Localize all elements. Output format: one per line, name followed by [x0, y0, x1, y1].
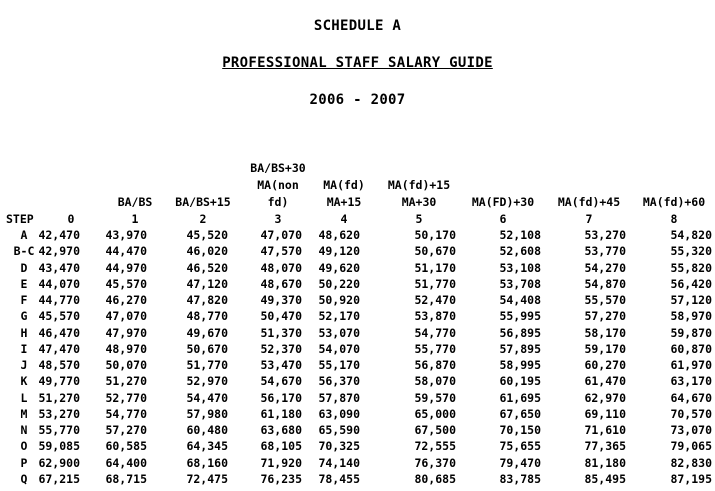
salary-cell: 45,570 [105, 276, 147, 291]
salary-cell: 58,970 [670, 309, 712, 324]
column-header-3: fd) [267, 195, 289, 209]
salary-cell: 47,970 [105, 325, 147, 340]
salary-cell: 51,270 [105, 374, 147, 389]
salary-cell: 54,770 [105, 406, 147, 421]
salary-cell: 68,160 [186, 455, 228, 470]
column-header-4: MA+15 [326, 195, 362, 209]
document-years: 2006 - 2007 [309, 92, 406, 108]
salary-cell: 83,785 [499, 471, 541, 486]
salary-cell: 53,470 [260, 358, 302, 372]
salary-cell: 52,770 [105, 390, 147, 405]
salary-cell: 74,140 [318, 455, 360, 470]
column-header-4: MA(fd) [323, 178, 365, 192]
salary-cell: 60,195 [499, 374, 541, 389]
salary-cell: 47,070 [260, 228, 302, 242]
salary-cell: 42,470 [38, 228, 80, 242]
salary-cell: 60,870 [670, 341, 712, 356]
row-step-label: K [20, 374, 28, 389]
salary-cell: 49,770 [38, 374, 80, 389]
salary-cell: 56,170 [260, 390, 302, 405]
salary-cell: 59,170 [584, 341, 626, 356]
salary-cell: 46,020 [186, 244, 228, 259]
salary-cell: 50,220 [318, 276, 360, 291]
column-index-7: 7 [585, 212, 593, 226]
salary-cell: 82,830 [670, 455, 712, 470]
column-header-5: MA+30 [401, 195, 437, 209]
salary-cell: 58,995 [499, 358, 541, 372]
salary-cell: 52,970 [186, 374, 228, 389]
salary-cell: 52,608 [499, 244, 541, 259]
salary-cell: 59,570 [414, 390, 456, 405]
salary-cell: 48,670 [260, 276, 302, 291]
row-step-label: O [20, 439, 28, 454]
salary-cell: 64,345 [186, 439, 228, 454]
salary-cell: 52,170 [318, 309, 360, 324]
salary-cell: 52,108 [499, 228, 541, 242]
row-step-label: H [20, 325, 28, 340]
salary-cell: 45,570 [38, 309, 80, 324]
row-step-label: A [20, 228, 28, 242]
salary-cell: 57,270 [105, 423, 147, 437]
column-header-3: MA(non [257, 178, 299, 192]
salary-cell: 47,070 [105, 309, 147, 324]
column-index-0: 0 [67, 212, 75, 226]
salary-cell: 67,500 [414, 423, 456, 437]
salary-cell: 53,108 [499, 260, 541, 275]
salary-cell: 55,170 [318, 358, 360, 372]
salary-cell: 67,215 [38, 471, 80, 486]
column-index-4: 4 [340, 212, 348, 226]
salary-cell: 87,195 [670, 471, 712, 486]
salary-cell: 57,270 [584, 309, 626, 324]
salary-cell: 51,370 [260, 325, 302, 340]
salary-cell: 60,270 [584, 358, 626, 372]
row-step-label: F [20, 293, 28, 307]
salary-cell: 79,470 [499, 455, 541, 470]
salary-cell: 49,620 [318, 260, 360, 275]
salary-cell: 61,470 [584, 374, 626, 389]
salary-cell: 49,370 [260, 293, 302, 307]
salary-cell: 68,715 [105, 471, 147, 486]
salary-cell: 77,365 [584, 439, 626, 454]
salary-cell: 44,470 [105, 244, 147, 259]
column-index-3: 3 [274, 212, 282, 226]
salary-cell: 64,400 [105, 455, 147, 470]
salary-cell: 72,555 [414, 439, 456, 454]
salary-cell: 62,900 [38, 455, 80, 470]
row-step-label: M [20, 406, 28, 421]
row-step-label: N [20, 423, 28, 437]
salary-cell: 47,120 [186, 276, 228, 291]
row-step-label: D [20, 260, 28, 275]
salary-cell: 53,708 [499, 276, 541, 291]
salary-cell: 51,770 [414, 276, 456, 291]
salary-cell: 54,470 [186, 390, 228, 405]
salary-cell: 73,070 [670, 423, 712, 437]
salary-cell: 45,520 [186, 228, 228, 242]
salary-cell: 47,820 [186, 293, 228, 307]
salary-cell: 53,770 [584, 244, 626, 259]
salary-cell: 55,820 [670, 260, 712, 275]
salary-cell: 56,870 [414, 358, 456, 372]
salary-cell: 44,970 [105, 260, 147, 275]
salary-cell: 62,970 [584, 390, 626, 405]
salary-cell: 47,470 [38, 341, 80, 356]
column-index-8: 8 [670, 212, 678, 226]
salary-cell: 54,408 [499, 293, 541, 307]
salary-cell: 76,235 [260, 471, 302, 486]
salary-cell: 57,120 [670, 293, 712, 307]
salary-cell: 48,070 [260, 260, 302, 275]
salary-cell: 46,270 [105, 293, 147, 307]
salary-cell: 55,770 [414, 341, 456, 356]
salary-cell: 67,650 [499, 406, 541, 421]
salary-cell: 50,670 [414, 244, 456, 259]
salary-cell: 56,370 [318, 374, 360, 389]
salary-cell: 76,370 [414, 455, 456, 470]
salary-cell: 53,270 [38, 406, 80, 421]
salary-cell: 68,105 [260, 439, 302, 454]
salary-cell: 58,170 [584, 325, 626, 340]
row-step-label: J [20, 358, 28, 372]
salary-cell: 55,995 [499, 309, 541, 324]
salary-cell: 61,970 [670, 358, 712, 372]
salary-cell: 71,920 [260, 455, 302, 470]
salary-cell: 65,000 [414, 406, 456, 421]
salary-cell: 50,920 [318, 293, 360, 307]
column-header-6: MA(FD)+30 [471, 195, 535, 209]
document-subtitle: PROFESSIONAL STAFF SALARY GUIDE [222, 55, 493, 71]
salary-cell: 50,070 [105, 358, 147, 372]
salary-cell: 55,770 [38, 423, 80, 437]
salary-cell: 54,770 [414, 325, 456, 340]
salary-cell: 51,270 [38, 390, 80, 405]
salary-cell: 63,090 [318, 406, 360, 421]
salary-cell: 48,570 [38, 358, 80, 372]
salary-cell: 61,180 [260, 406, 302, 421]
salary-cell: 60,585 [105, 439, 147, 454]
salary-cell: 47,570 [260, 244, 302, 259]
salary-cell: 51,770 [186, 358, 228, 372]
salary-cell: 69,110 [584, 406, 626, 421]
salary-cell: 50,470 [260, 309, 302, 324]
step-column-label: STEP [6, 212, 34, 226]
row-step-label: E [20, 276, 28, 291]
row-step-label: G [20, 309, 28, 324]
salary-cell: 49,670 [186, 325, 228, 340]
salary-cell: 50,170 [414, 228, 456, 242]
salary-cell: 43,970 [105, 228, 147, 242]
document-title: SCHEDULE A [313, 18, 402, 34]
salary-cell: 56,895 [499, 325, 541, 340]
column-header-7: MA(fd)+45 [557, 195, 621, 209]
column-index-6: 6 [499, 212, 507, 226]
salary-cell: 55,570 [584, 293, 626, 307]
salary-cell: 75,655 [499, 439, 541, 454]
row-step-label: B-C [13, 244, 35, 259]
row-step-label: L [20, 390, 28, 405]
salary-cell: 71,610 [584, 423, 626, 437]
salary-cell: 63,680 [260, 423, 302, 437]
row-step-label: Q [20, 471, 28, 486]
salary-cell: 59,870 [670, 325, 712, 340]
salary-cell: 50,670 [186, 341, 228, 356]
salary-cell: 42,970 [38, 244, 80, 259]
salary-cell: 85,495 [584, 471, 626, 486]
salary-cell: 53,070 [318, 325, 360, 340]
salary-cell: 44,070 [38, 276, 80, 291]
column-header-3: BA/BS+30 [250, 161, 306, 175]
salary-cell: 80,685 [414, 471, 456, 486]
salary-cell: 65,590 [318, 423, 360, 437]
salary-cell: 72,475 [186, 471, 228, 486]
salary-cell: 56,420 [670, 276, 712, 291]
row-step-label: P [20, 455, 28, 470]
salary-cell: 60,480 [186, 423, 228, 437]
salary-cell: 59,085 [38, 439, 80, 454]
salary-cell: 54,670 [260, 374, 302, 389]
salary-cell: 64,670 [670, 390, 712, 405]
salary-cell: 55,320 [670, 244, 712, 259]
salary-cell: 54,270 [584, 260, 626, 275]
column-header-2: BA/BS+15 [175, 195, 231, 209]
salary-cell: 43,470 [38, 260, 80, 275]
salary-cell: 70,325 [318, 439, 360, 454]
salary-cell: 57,870 [318, 390, 360, 405]
salary-cell: 81,180 [584, 455, 626, 470]
column-index-5: 5 [415, 212, 423, 226]
salary-cell: 48,970 [105, 341, 147, 356]
salary-cell: 51,170 [414, 260, 456, 275]
salary-cell: 58,070 [414, 374, 456, 389]
salary-cell: 79,065 [670, 439, 712, 454]
salary-cell: 48,620 [318, 228, 360, 242]
salary-cell: 53,870 [414, 309, 456, 324]
salary-cell: 46,520 [186, 260, 228, 275]
salary-cell: 63,170 [670, 374, 712, 389]
salary-cell: 70,150 [499, 423, 541, 437]
column-header-8: MA(fd)+60 [642, 195, 706, 209]
salary-cell: 53,270 [584, 228, 626, 242]
salary-cell: 54,820 [670, 228, 712, 242]
column-header-1: BA/BS [117, 195, 153, 209]
column-header-5: MA(fd)+15 [387, 178, 451, 192]
salary-cell: 70,570 [670, 406, 712, 421]
salary-cell: 57,980 [186, 406, 228, 421]
salary-cell: 54,070 [318, 341, 360, 356]
salary-cell: 54,870 [584, 276, 626, 291]
salary-cell: 49,120 [318, 244, 360, 259]
salary-cell: 44,770 [38, 293, 80, 307]
salary-cell: 48,770 [186, 309, 228, 324]
salary-cell: 52,370 [260, 341, 302, 356]
salary-cell: 61,695 [499, 390, 541, 405]
column-index-1: 1 [131, 212, 139, 226]
salary-cell: 52,470 [414, 293, 456, 307]
salary-cell: 78,455 [318, 471, 360, 486]
column-index-2: 2 [199, 212, 207, 226]
row-step-label: I [20, 341, 28, 356]
salary-cell: 46,470 [38, 325, 80, 340]
salary-cell: 57,895 [499, 341, 541, 356]
